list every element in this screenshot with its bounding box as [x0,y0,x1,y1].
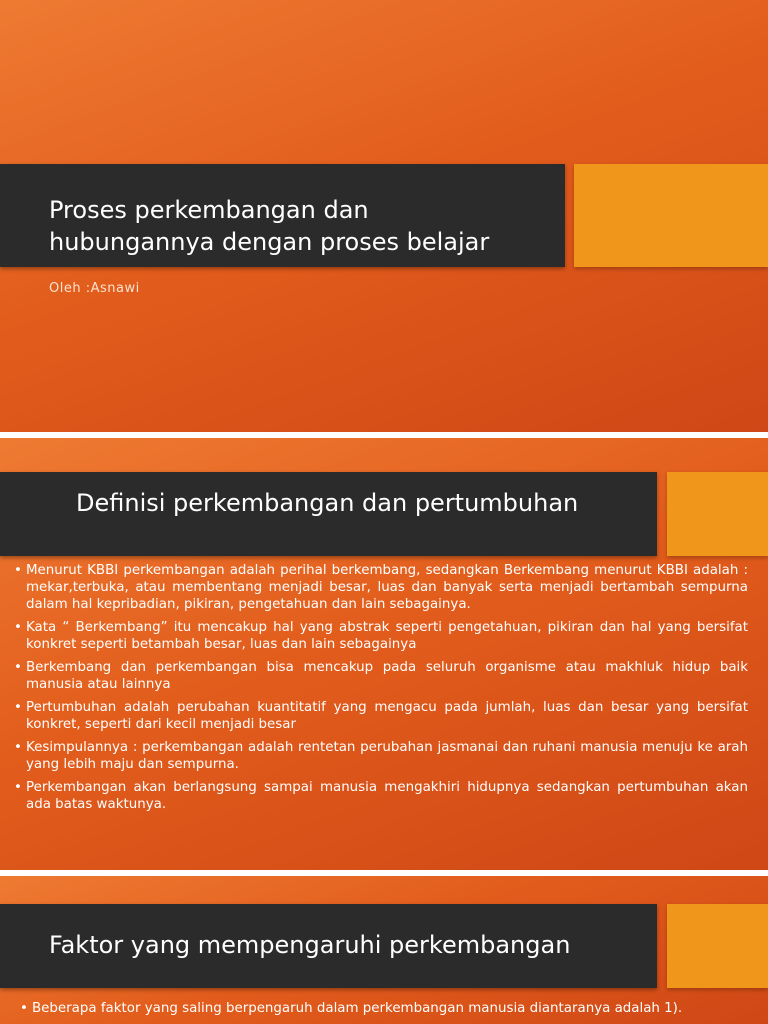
title-bar [0,472,657,556]
accent-block [667,904,768,988]
slide-title [49,194,489,258]
bullet-icon: • [14,740,22,755]
bullet-icon: • [14,700,22,715]
list-item [12,659,748,693]
list-item [12,619,748,653]
list-item [12,699,748,733]
bullet-list [18,1000,748,1023]
accent-block [574,164,768,267]
slide-2 [0,438,768,870]
bullet-text: Pertumbuhan adalah perubahan kuantitatif yang mengacu pada jumlah, luas dan besar yang bersifat konkret, seperti dari kecil menjadi besar [26,700,748,732]
list-item [18,1000,748,1017]
slide-3 [0,876,768,1024]
list-item [12,562,748,613]
bullet-icon: • [14,563,22,578]
bullet-text: Berkembang dan perkembangan bisa mencakup pada seluruh organisme atau makhluk hidup baik manusia atau lainnya [26,660,748,692]
slide-title: Faktor yang mempengaruhi perkembangan [49,931,571,959]
bullet-icon: • [20,1001,28,1016]
accent-block [667,472,768,556]
bullet-text: Menurut KBBI perkembangan adalah perihal berkembang, sedangkan Berkembang menurut KBBI adalah : mekar,terbuka, atau membentang menjadi besar, luas dan banyak serta menjadi bertambah sempurna dalam hal kepribadian, pikiran, pengetahuan dan lain sebagainya. [26,563,748,612]
slide-title-line-2: hubungannya dengan proses belajar [49,228,490,256]
slide-title-line-1: Proses perkembangan dan [49,196,369,224]
bullet-text: Beberapa faktor yang saling berpengaruh dalam perkembangan manusia diantaranya adalah 1). [32,1001,683,1016]
list-item [12,739,748,773]
bullet-text: Perkembangan akan berlangsung sampai manusia mengakhiri hidupnya sedangkan pertumbuhan akan ada batas waktunya. [26,780,748,812]
list-item [12,779,748,813]
slide-subtitle: Oleh :Asnawi [49,281,140,296]
bullet-icon: • [14,620,22,635]
title-bar [0,904,657,988]
bullet-text: Kata “ Berkembang” itu mencakup hal yang abstrak seperti pengetahuan, pikiran dan hal yang bersifat konkret seperti betambah besar, luas dan lain sebagainya [26,620,748,652]
title-bar [0,164,565,267]
bullet-list [12,562,748,819]
slide-1 [0,0,768,432]
bullet-icon: • [14,780,22,795]
slide-title: Definisi perkembangan dan pertumbuhan [76,489,579,517]
bullet-text: Kesimpulannya : perkembangan adalah rentetan perubahan jasmanai dan ruhani manusia menuju ke arah yang lebih maju dan sempurna. [26,740,748,772]
bullet-icon: • [14,660,22,675]
